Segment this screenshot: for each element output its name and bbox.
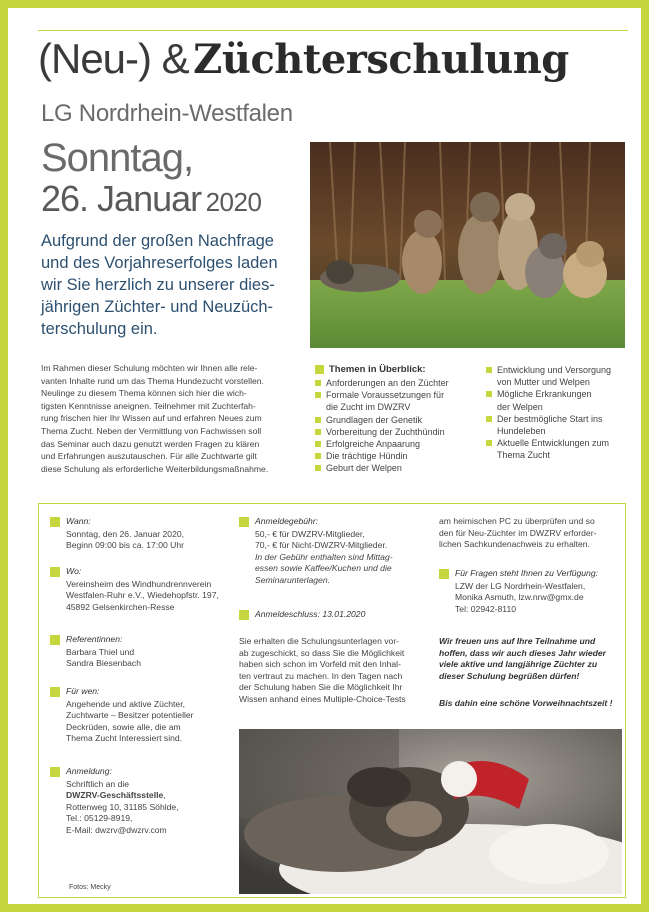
list-item-text: Mögliche Erkrankungen der Welpen [496, 389, 592, 412]
description-line: tigsten Kenntnisse aneignen. Teilnehmer mit Zuchterfah- [41, 400, 256, 411]
square-bullet-icon [239, 517, 249, 527]
anmeldeschluss-block [239, 609, 365, 622]
topics-column-2 [486, 364, 625, 475]
topics-heading-label: Themen in Überblick: [329, 363, 426, 375]
unterlagen-line: der Schulung haben Sie die Möglichkeit Ihr [239, 682, 403, 693]
list-item-text: Die trächtige Hündin [326, 451, 408, 462]
unterlagen-cont-block [439, 516, 596, 551]
description-line: diese Schulung als erforderliche Weiterbildungsmaßnahme. [41, 463, 269, 474]
bullet-icon [315, 465, 321, 471]
bullet-icon [315, 417, 321, 423]
title-prefix: (Neu-) & [38, 35, 189, 82]
gebuehr-note: essen sowie Kaffee/Kuchen und die [255, 563, 392, 574]
wann-block [50, 516, 184, 552]
fragen-block [439, 568, 598, 615]
office-suffix: , [163, 790, 166, 801]
fuer-wen-line: Thema Zucht Interessiert sind. [66, 733, 183, 744]
gebuehr-line: 70,- € für Nicht-DWZRV-Mitglieder. [255, 540, 388, 551]
list-item-text: Formale Voraussetzungen für die Zucht im DWZRV [326, 390, 445, 413]
referentinnen-label: Referentinnen: [66, 634, 123, 644]
wann-label: Wann: [66, 516, 91, 526]
wo-block [50, 566, 219, 613]
puppy-santa-image [239, 729, 622, 894]
intro-line: wir Sie herzlich zu unserer dies- [41, 276, 275, 294]
gebuehr-note: Seminarunterlagen. [255, 574, 331, 585]
page-title [38, 35, 569, 83]
list-item [315, 438, 474, 450]
date-year: 2020 [205, 187, 262, 217]
intro-line: jährigen Züchter- und Neuzüch- [41, 298, 274, 316]
intro-line: Aufgrund der großen Nachfrage [41, 232, 274, 250]
bullet-icon [486, 440, 492, 446]
list-item [315, 462, 474, 474]
list-item-text: Vorbereitung der Zuchthündin [326, 426, 445, 437]
date-day-month: 26. Januar [41, 178, 202, 219]
gebuehr-label: Anmeldegebühr: [255, 516, 319, 526]
wo-line: Vereinsheim des Windhundrennverein [66, 578, 212, 589]
intro-line: terschulung ein. [41, 320, 158, 338]
description-line: Thema Zucht. Neben der Vermittlung von Fachwissen soll [41, 425, 262, 436]
unterlagen-block [239, 636, 434, 706]
list-item-text: Aktuelle Entwicklungen zum Thema Zucht [496, 438, 609, 461]
office-name: DWZRV-Geschäftsstelle [66, 790, 164, 801]
wann-line: Beginn 09:00 bis ca. 17:00 Uhr [66, 540, 185, 551]
bullet-icon [315, 441, 321, 447]
top-rule [38, 30, 628, 31]
fragen-line: Monika Asmuth, lzw.nrw@gmx.de [455, 592, 584, 603]
bullet-icon [486, 416, 492, 422]
topics-column-1 [315, 377, 474, 475]
description-line: rung frischen hier Ihr Wissen auf und erfahren Neues zum [41, 413, 262, 424]
bullet-icon [315, 380, 321, 386]
referentinnen-line: Barbara Thiel und [66, 646, 135, 657]
anmeldung-line: E-Mail: dwzrv@dwzrv.com [66, 824, 167, 835]
square-bullet-icon [50, 635, 60, 645]
list-item [315, 389, 474, 413]
date-line [41, 178, 262, 219]
bullet-icon [486, 367, 492, 373]
square-bullet-icon [439, 569, 449, 579]
fuer-wen-line: Deckrüden, sowie alle, die am [66, 721, 181, 732]
list-item [315, 426, 474, 438]
bullet-icon [315, 453, 321, 459]
list-item [315, 414, 474, 426]
wann-line: Sonntag, den 26. Januar 2020, [66, 528, 185, 539]
puppies-photo [310, 142, 625, 348]
closing-line: hoffen, dass wir auch dieses Jahr wieder [439, 647, 607, 658]
description-text [41, 362, 301, 475]
info-box [38, 503, 626, 898]
fuer-wen-label: Für wen: [66, 686, 100, 696]
fragen-label: Für Fragen steht Ihnen zu Verfügung: [455, 568, 598, 578]
bullet-icon [486, 391, 492, 397]
photo-credit: Fotos: Mecky [69, 884, 111, 891]
wo-line: Westfalen-Ruhr e.V., Wiedehopfstr. 197, [66, 590, 219, 601]
gebuehr-line: 50,- € für DWZRV-Mitglieder, [255, 528, 365, 539]
gebuehr-note: In der Gebühr enthalten sind Mittag- [255, 551, 393, 562]
list-item-text: Der bestmögliche Start ins Hundeleben [496, 413, 603, 437]
fuer-wen-line: Zuchtwarte – Besitzer potentieller [66, 710, 194, 721]
list-item-text: Anforderungen an den Züchter [326, 378, 449, 388]
description-line: Im Rahmen dieser Schulung möchten wir Ihnen alle rele- [41, 363, 258, 373]
wo-line: 45892 Gelsenkirchen-Resse [66, 601, 175, 612]
closing-line: dieser Schulung begrüßen dürfen! [439, 670, 580, 681]
description-line: das Seminar auch dazu genutzt werden Fragen zu klären [41, 438, 260, 449]
closing-line: viele aktive und langjährige Züchter zu [439, 659, 598, 670]
list-item [315, 377, 474, 389]
wishes-text: Bis dahin eine schöne Vorweihnachtszeit ! [439, 698, 613, 708]
anmeldeschluss-label: Anmeldeschluss: 13.01.2020 [255, 609, 366, 619]
square-bullet-icon [239, 610, 249, 620]
fuer-wen-line: Angehende und aktive Züchter, [66, 698, 185, 709]
unterlagen-line: ab zugeschickt, so dass Sie die Möglichkeit [239, 647, 405, 658]
anmeldung-line: Rottenweg 10, 31185 Söhlde, [66, 801, 179, 812]
gebuehr-block [239, 516, 393, 587]
intro-line: und des Vorjahreserfolges laden [41, 254, 278, 272]
list-item [486, 437, 625, 461]
square-bullet-icon [315, 365, 324, 374]
date-weekday: Sonntag, [41, 136, 194, 180]
unterlagen-line: Sie erhalten die Schulungsunterlagen vor- [239, 636, 400, 646]
anmeldung-block [50, 766, 179, 837]
closing-line: Wir freuen uns auf Ihre Teilnahme und [439, 636, 596, 646]
fragen-line: LZW der LG Nordrhein-Westfalen, [455, 580, 586, 591]
fuer-wen-block [50, 686, 194, 745]
list-item-text: Geburt der Welpen [326, 463, 402, 474]
unterlagen-line: am heimischen PC zu überprüfen und so [439, 516, 595, 526]
fragen-line: Tel: 02942-8110 [455, 603, 516, 614]
unterlagen-line: ten vertraut zu machen. In den Tagen nach [239, 670, 403, 681]
description-line: Neulinge zu diesem Thema können sich hier die wich- [41, 388, 247, 399]
unterlagen-line: lichen Sachkundenachweis zu erhalten. [439, 539, 590, 550]
bullet-icon [315, 392, 321, 398]
topics-section [315, 362, 625, 475]
bullet-icon [315, 429, 321, 435]
square-bullet-icon [50, 767, 60, 777]
anmeldung-label: Anmeldung: [66, 766, 112, 776]
list-item [486, 388, 625, 412]
unterlagen-line: den für Neu-Züchter im DWZRV erforder- [439, 527, 597, 538]
referentinnen-block [50, 634, 141, 670]
wo-label: Wo: [66, 566, 82, 576]
subtitle: LG Nordrhein-Westfalen [41, 100, 293, 127]
square-bullet-icon [50, 567, 60, 577]
list-item [486, 364, 625, 388]
closing-text [439, 636, 606, 682]
referentinnen-line: Sandra Biesenbach [66, 658, 142, 669]
description-line: vanten Inhalte rund um das Thema Hundezucht vorstellen. [41, 375, 264, 386]
square-bullet-icon [50, 687, 60, 697]
list-item [486, 413, 625, 437]
anmeldung-line [50, 790, 179, 802]
puppies-image [310, 142, 625, 348]
list-item-text: Erfolgreiche Anpaarung [326, 439, 421, 450]
puppy-santa-photo [239, 729, 622, 894]
list-item-text: Entwicklung und Versorgung von Mutter und Welpen [496, 365, 612, 388]
unterlagen-line: haben sich schon im Vorfeld mit den Inhal- [239, 659, 401, 670]
square-bullet-icon [50, 517, 60, 527]
intro-text [41, 230, 301, 340]
unterlagen-line: Wissen anhand eines Multiple-Choice-Tests [239, 693, 406, 704]
list-item-text: Grundlagen der Genetik [326, 414, 423, 425]
description-line: und Erfahrungen auszutauschen. Für alle Zuchtwarte gilt [41, 451, 257, 462]
list-item [315, 450, 474, 462]
anmeldung-line: Tel.: 05129-8919, [66, 813, 133, 824]
title-main: Züchterschulung [193, 36, 569, 83]
anmeldung-line: Schriftlich an die [66, 778, 130, 789]
